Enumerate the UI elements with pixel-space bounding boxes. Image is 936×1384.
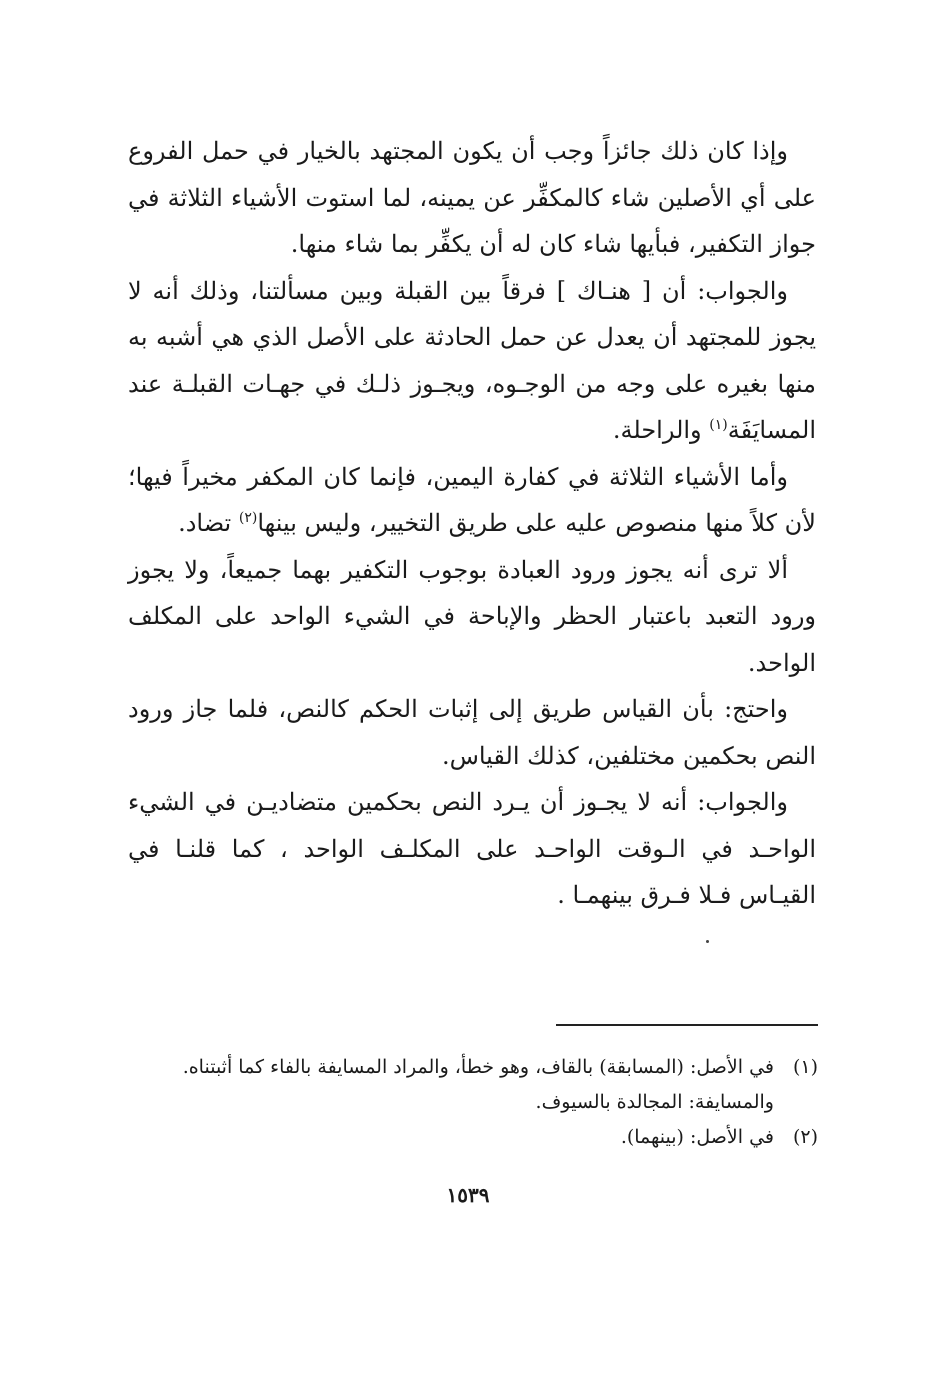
footnote-item	[120, 1120, 818, 1155]
paragraph-text: والجواب: أنه لا يجـوز أن يـرد النص بحكمين متضاديـن في الشيء الواحـد في الـوقت الواحـد على المكلـف الواحد ، كما قلنـا في القيـاس فـلا فـرق بينهمـا .	[128, 788, 816, 909]
stray-mark	[706, 940, 709, 943]
paragraph	[128, 779, 816, 919]
paragraph-text: والراحلة.	[612, 416, 710, 444]
paragraph-text: والجواب: أن [ هنـاك ] فرقاً بين القبلة وبين مسألتنا، وذلك أنه لا يجوز للمجتهد أن يعدل عن حمل الحادثة على الأصل الذي هي أشبه به منها بغيره على وجه من الوجـوه، ويجـوز ذلـك في جهـات القبلـة عند المسايَفَة	[128, 276, 816, 444]
footnote-text: في الأصل: (بينهما).	[620, 1126, 774, 1148]
footnote-ref[interactable]: (١)	[709, 417, 728, 433]
paragraph-text: وأما الأشياء الثلاثة في كفارة اليمين، فإنما كان المكفر مخيراً فيها؛ لأن كلاً منها منصوص عليه على طريق التخيير، وليس بينها	[128, 462, 816, 537]
paragraph	[128, 454, 816, 547]
footnote-item	[120, 1050, 818, 1120]
paragraph-text: واحتج: بأن القياس طريق إلى إثبات الحكم كالنص، فلما جاز ورود النص بحكمين مختلفين، كذلك القياس.	[128, 695, 816, 770]
paragraph	[128, 686, 816, 779]
footnote-text: في الأصل: (المسابقة) بالقاف، وهو خطأ، والمراد المسايفة بالفاء كما أثبتناه. والمسايفة: المجالدة بالسيوف.	[182, 1056, 774, 1113]
paragraph-text: وإذا كان ذلك جائزاً وجب أن يكون المجتهد بالخيار في حمل الفروع على أي الأصلين شاء كالمكفِّر عن يمينه، لما استوت الأشياء الثلاثة في جواز التكفير، فبأيها شاء كان له أن يكفِّر بما شاء منها.	[128, 137, 816, 258]
paragraph	[128, 128, 816, 268]
paragraph	[128, 268, 816, 454]
footnotes	[120, 1050, 818, 1155]
page-number: ١٥٣٩	[446, 1183, 490, 1207]
main-text	[128, 128, 816, 919]
footnote-ref[interactable]: (٢)	[238, 510, 258, 526]
paragraph	[128, 547, 816, 687]
footnote-number: (٢)	[792, 1126, 818, 1148]
paragraph-text: ألا ترى أنه يجوز ورود العبادة بوجوب التكفير بهما جميعاً، ولا يجوز ورود التعبد باعتبار الحظر والإباحة في الشيء الواحد على المكلف الواحد.	[128, 555, 816, 677]
footnote-number: (١)	[792, 1056, 818, 1078]
paragraph-text: تضاد.	[178, 509, 239, 537]
footnote-divider	[556, 1024, 818, 1026]
